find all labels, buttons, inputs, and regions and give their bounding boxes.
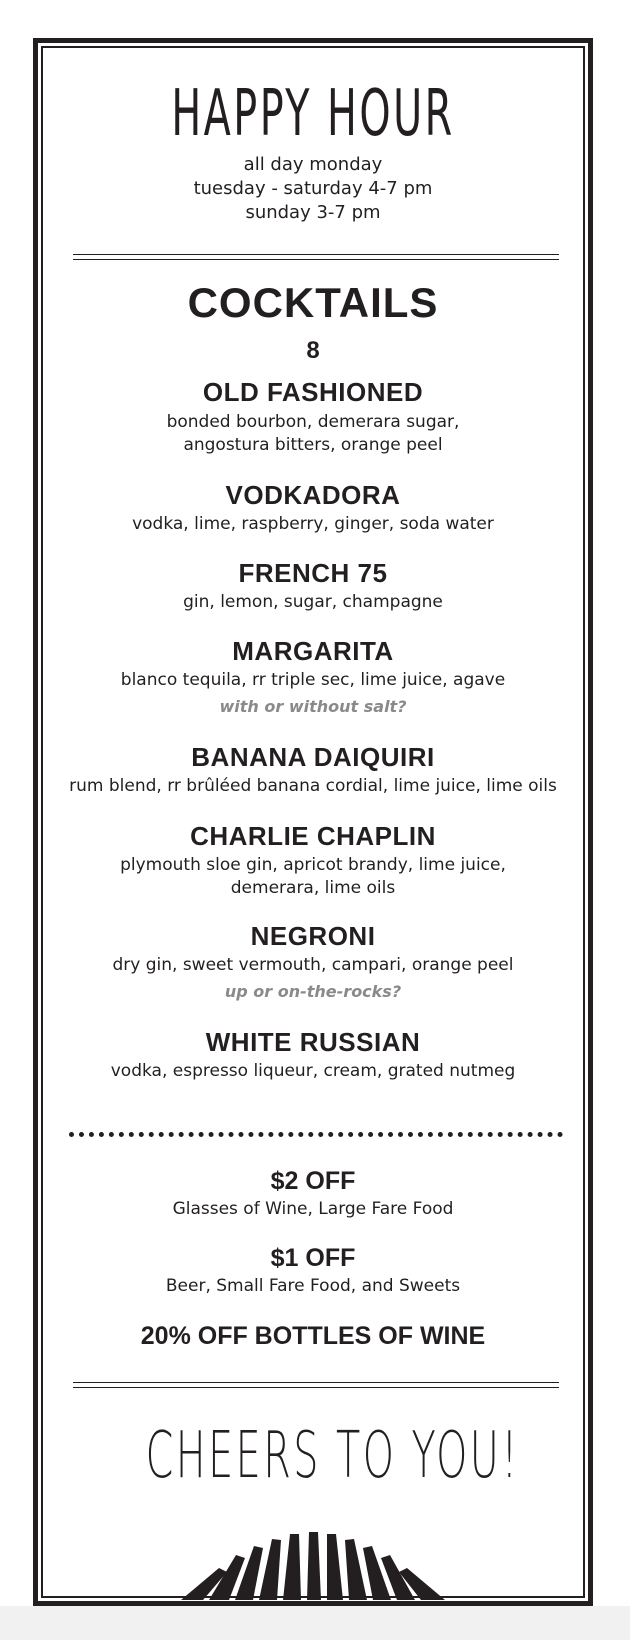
hours-line-tue-sat: tuesday - saturday 4-7 pm xyxy=(193,178,433,199)
drink-name-margarita: MARGARITA xyxy=(232,636,394,666)
happy-hour-title: HAPPY HOUR xyxy=(171,77,455,151)
drink-desc-margarita: blanco tequila, rr triple sec, lime juice, agave xyxy=(120,670,506,690)
drink-note-negroni: up or on-the-rocks? xyxy=(224,982,402,1001)
drink-desc-charlie-chaplin-1: plymouth sloe gin, apricot brandy, lime juice, xyxy=(120,855,506,875)
drink-name-banana-daiquiri: BANANA DAIQUIRI xyxy=(191,742,435,772)
drink-desc-old-fashioned-2: angostura bitters, orange peel xyxy=(183,435,443,455)
hours-line-sunday: sunday 3-7 pm xyxy=(245,202,381,223)
drink-desc-vodkadora: vodka, lime, raspberry, ginger, soda water xyxy=(132,514,494,534)
drink-name-charlie-chaplin: CHARLIE CHAPLIN xyxy=(190,821,436,851)
drink-name-french-75: FRENCH 75 xyxy=(238,558,388,588)
dotted-divider xyxy=(69,1132,563,1137)
drink-name-vodkadora: VODKADORA xyxy=(225,480,401,510)
deal-desc-2-off: Glasses of Wine, Large Fare Food xyxy=(172,1199,454,1219)
drink-note-margarita: with or without salt? xyxy=(219,697,407,716)
drink-desc-french-75: gin, lemon, sugar, champagne xyxy=(183,592,443,612)
deal-desc-1-off: Beer, Small Fare Food, and Sweets xyxy=(165,1276,461,1296)
drink-name-white-russian: WHITE RUSSIAN xyxy=(205,1027,421,1057)
page-bottom-shade xyxy=(0,1606,630,1640)
drink-desc-charlie-chaplin-2: demerara, lime oils xyxy=(230,878,396,898)
deal-title-2-off: $2 OFF xyxy=(270,1167,356,1195)
drink-name-old-fashioned: OLD FASHIONED xyxy=(202,377,424,407)
deal-title-wine-bottles: 20% OFF BOTTLES OF WINE xyxy=(140,1322,486,1350)
hours-line-monday: all day monday xyxy=(243,154,383,175)
top-double-divider xyxy=(73,254,559,260)
drink-desc-white-russian: vodka, espresso liqueur, cream, grated nutmeg xyxy=(110,1061,516,1081)
bottom-double-divider xyxy=(73,1382,559,1388)
drink-desc-negroni: dry gin, sweet vermouth, campari, orange peel xyxy=(112,955,514,975)
sunburst-ornament xyxy=(181,1510,445,1600)
cheers-closing: CHEERS TO YOU! xyxy=(145,1419,520,1493)
cocktails-heading: COCKTAILS xyxy=(187,279,439,326)
cocktails-price: 8 xyxy=(306,337,320,364)
drink-name-negroni: NEGRONI xyxy=(250,921,376,951)
deal-title-1-off: $1 OFF xyxy=(270,1244,356,1272)
drink-desc-banana-daiquiri: rum blend, rr brûléed banana cordial, lime juice, lime oils xyxy=(69,776,557,796)
drink-desc-old-fashioned-1: bonded bourbon, demerara sugar, xyxy=(166,412,460,432)
